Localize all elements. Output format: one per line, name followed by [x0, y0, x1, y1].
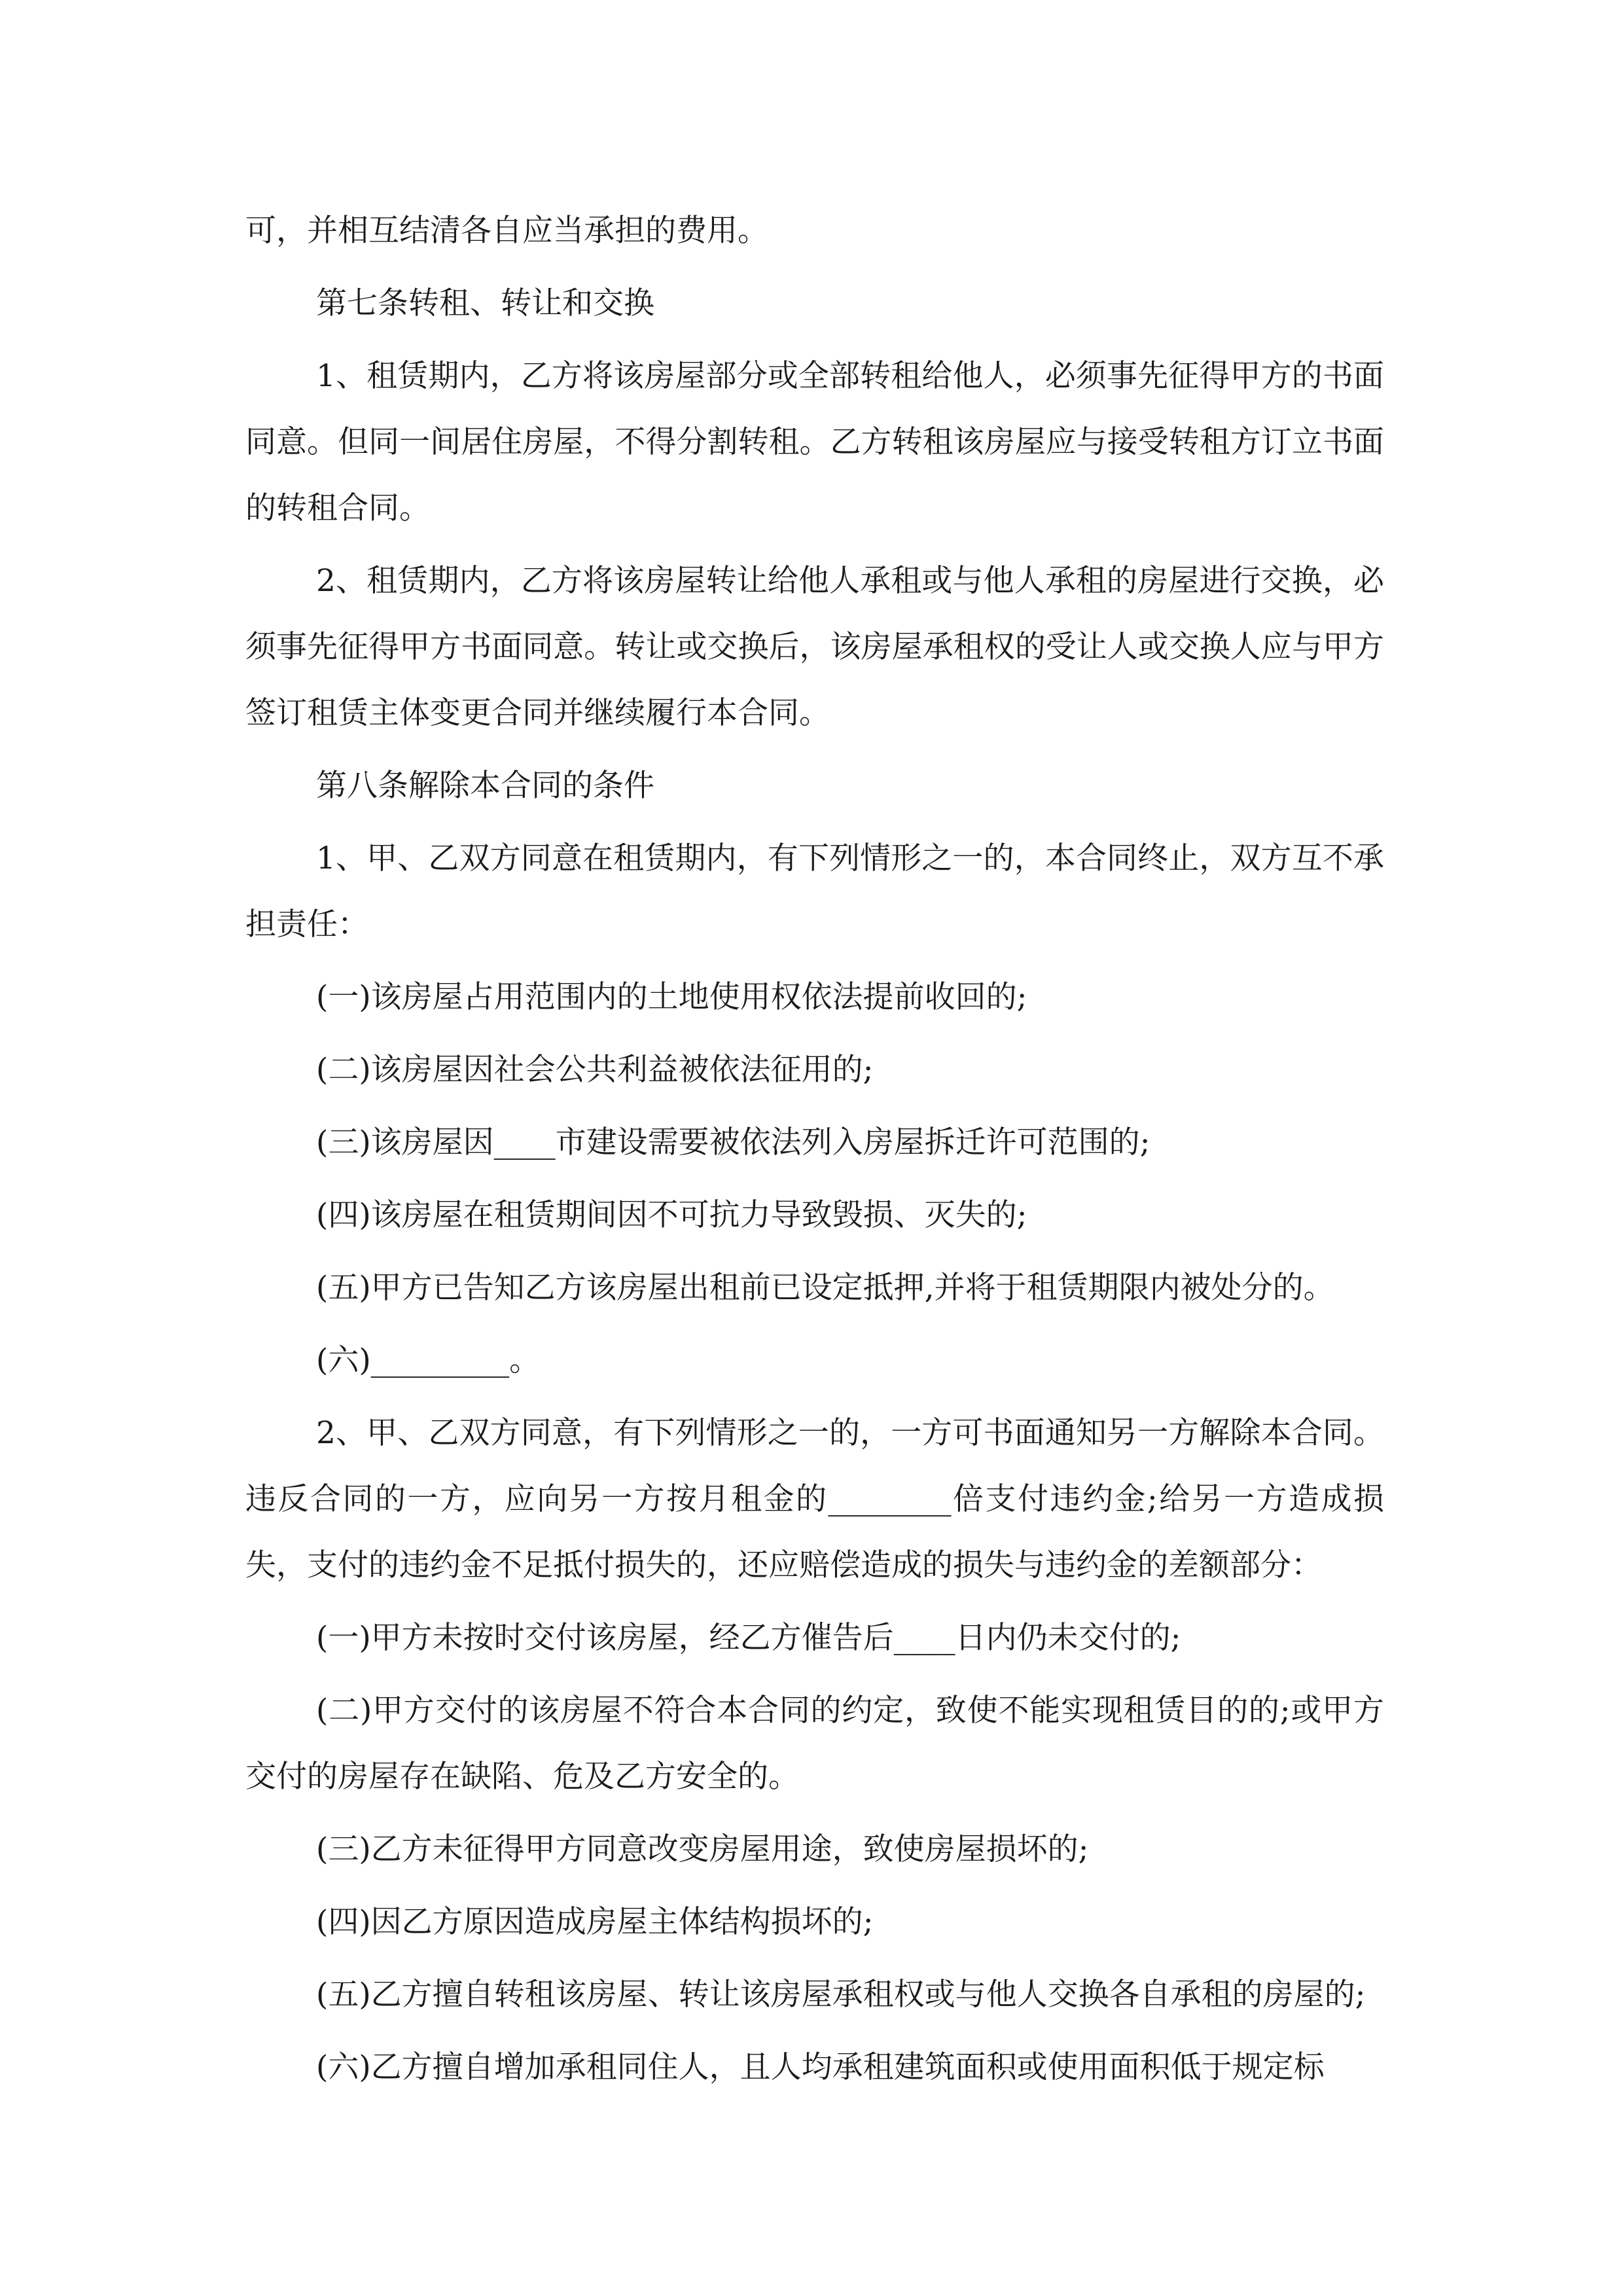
list-item: (四)因乙方原因造成房屋主体结构损坏的; [316, 1904, 874, 1940]
list-item: (五)乙方擅自转租该房屋、转让该房屋承租权或与他人交换各自承租的房屋的; [316, 1977, 1366, 2013]
list-item: (五)甲方已告知乙方该房屋出租前已设定抵押,并将于租赁期限内被处分的。 [316, 1270, 1334, 1306]
paragraph: 1、租赁期内，乙方将该房屋部分或全部转租给他人，必须事先征得甲方的书面同意。但同一间居住房屋，不得分割转租。乙方转租该房屋应与接受转租方订立书面的转租合同。 [245, 358, 1384, 526]
document-page [245, 198, 1384, 2107]
paragraph: 2、甲、乙双方同意，有下列情形之一的，一方可书面通知另一方解除本合同。违反合同的一方，应向另一方按月租金的________倍支付违约金;给另一方造成损失，支付的违约金不足抵付损失的，还应赔偿造成的损失与违约金的差额部分： [245, 1415, 1384, 1583]
list-item: (一)该房屋占用范围内的土地使用权依法提前收回的; [316, 979, 1027, 1015]
paragraph: 可，并相互结清各自应当承担的费用。 [245, 213, 768, 249]
section-heading: 第八条解除本合同的条件 [316, 768, 654, 804]
list-item: (三)该房屋因____市建设需要被依法列入房屋拆迁许可范围的; [316, 1124, 1150, 1160]
list-item: (一)甲方未按时交付该房屋，经乙方催告后____日内仍未交付的; [316, 1620, 1181, 1656]
list-item: (三)乙方未征得甲方同意改变房屋用途，致使房屋损坏的; [316, 1831, 1089, 1867]
list-item: (六)乙方擅自增加承租同住人，且人均承租建筑面积或使用面积低于规定标 [316, 2049, 1325, 2085]
list-item: (四)该房屋在租赁期间因不可抗力导致毁损、灭失的; [316, 1197, 1027, 1233]
list-item: (六)_________。 [316, 1342, 541, 1378]
list-item: (二)甲方交付的该房屋不符合本合同的约定，致使不能实现租赁目的的;或甲方交付的房屋存在缺陷、危及乙方安全的。 [245, 1693, 1384, 1795]
paragraph: 1、甲、乙双方同意在租赁期内，有下列情形之一的，本合同终止，双方互不承担责任： [245, 840, 1384, 942]
section-heading: 第七条转租、转让和交换 [316, 285, 654, 321]
list-item: (二)该房屋因社会公共利益被依法征用的; [316, 1052, 874, 1088]
paragraph: 2、租赁期内，乙方将该房屋转让给他人承租或与他人承租的房屋进行交换，必须事先征得甲方书面同意。转让或交换后，该房屋承租权的受让人或交换人应与甲方签订租赁主体变更合同并继续履行本合同。 [245, 563, 1384, 731]
